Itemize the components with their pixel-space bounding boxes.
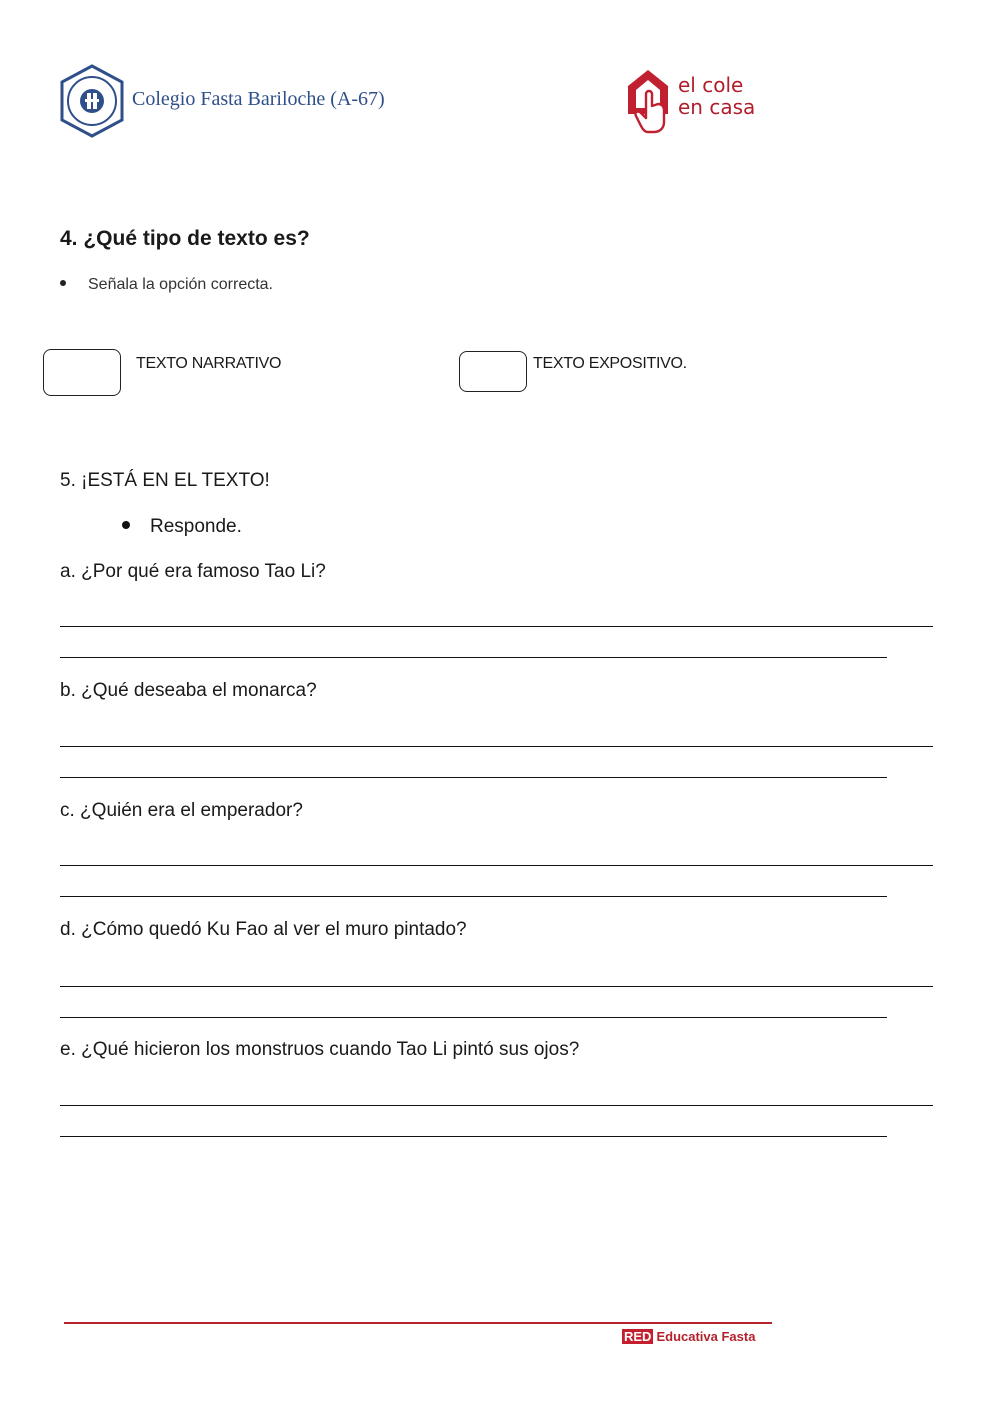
question-5-title: 5. ¡ESTÁ EN EL TEXTO!	[60, 470, 270, 491]
question-4-title: 4. ¿Qué tipo de texto es?	[60, 227, 310, 250]
house-hand-icon	[624, 64, 676, 134]
instruction-text: Señala la opción correcta.	[88, 276, 273, 293]
instruction-text: Responde.	[150, 516, 242, 537]
question-d: d. ¿Cómo quedó Ku Fao al ver el muro pintado?	[60, 919, 467, 940]
answer-e-line-2[interactable]	[60, 1136, 887, 1137]
cole-line-2: en casa	[678, 95, 756, 119]
el-cole-en-casa-logo	[624, 64, 784, 136]
school-seal-icon	[58, 64, 126, 138]
bullet-icon	[122, 521, 130, 529]
answer-a-line-2[interactable]	[60, 657, 887, 658]
school-logo	[58, 64, 438, 142]
footer-divider	[64, 1322, 772, 1324]
footer-brand	[622, 1329, 755, 1344]
option-narrativo-label: TEXTO NARRATIVO	[136, 355, 282, 372]
question-e: e. ¿Qué hicieron los monstruos cuando Tao Li pintó sus ojos?	[60, 1039, 580, 1060]
option-expositivo-label: TEXTO EXPOSITIVO.	[533, 355, 687, 372]
answer-c-line-1[interactable]	[60, 865, 933, 866]
question-c: c. ¿Quién era el emperador?	[60, 800, 303, 821]
footer-red-label: RED	[624, 1329, 652, 1344]
answer-b-line-1[interactable]	[60, 746, 933, 747]
question-b: b. ¿Qué deseaba el monarca?	[60, 680, 317, 701]
question-a: a. ¿Por qué era famoso Tao Li?	[60, 561, 326, 582]
cole-line-1: el cole	[678, 73, 744, 97]
question-5-instruction	[122, 516, 242, 538]
answer-e-line-1[interactable]	[60, 1105, 933, 1106]
option-expositivo-checkbox[interactable]	[459, 351, 527, 392]
answer-c-line-2[interactable]	[60, 896, 887, 897]
question-4-instruction	[60, 276, 273, 294]
answer-d-line-1[interactable]	[60, 986, 933, 987]
answer-d-line-2[interactable]	[60, 1017, 887, 1018]
school-name: Colegio Fasta Bariloche (A-67)	[132, 88, 385, 110]
footer-brand-name: Educativa Fasta	[656, 1329, 756, 1344]
option-narrativo-checkbox[interactable]	[43, 349, 121, 396]
answer-b-line-2[interactable]	[60, 777, 887, 778]
bullet-icon	[60, 280, 66, 286]
answer-a-line-1[interactable]	[60, 626, 933, 627]
